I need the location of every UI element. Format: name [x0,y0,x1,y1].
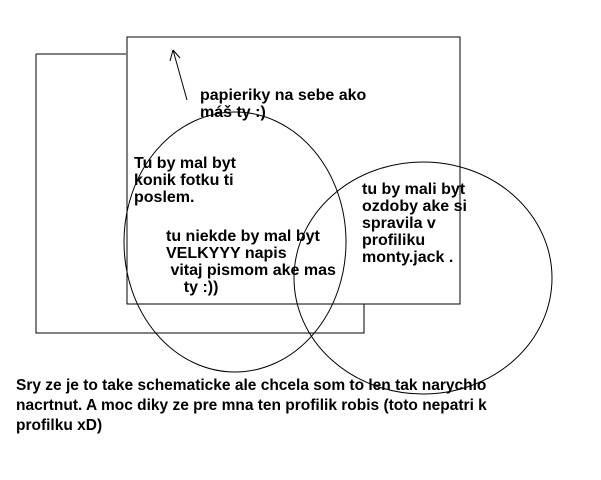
label-papieriky: papieriky na sebe ako máš ty :) [200,87,367,121]
label-ozdoby: tu by mali byt ozdoby ake si spravila v profiliku monty.jack . [362,181,467,266]
note-text: Sry ze je to take schematicke ale chcela som to len tak narychlo nacrtnut. A moc diky ze pre mna ten profilik robis (toto nepatri k profilku xD) [16,377,487,434]
arrow-icon [170,50,187,100]
label-nadpis: tu niekde by mal byt VELKYYY napis vitaj pismom ake mas ty :)) [166,228,336,296]
label-konik: Tu by mal byt konik fotku ti poslem. [134,155,236,206]
